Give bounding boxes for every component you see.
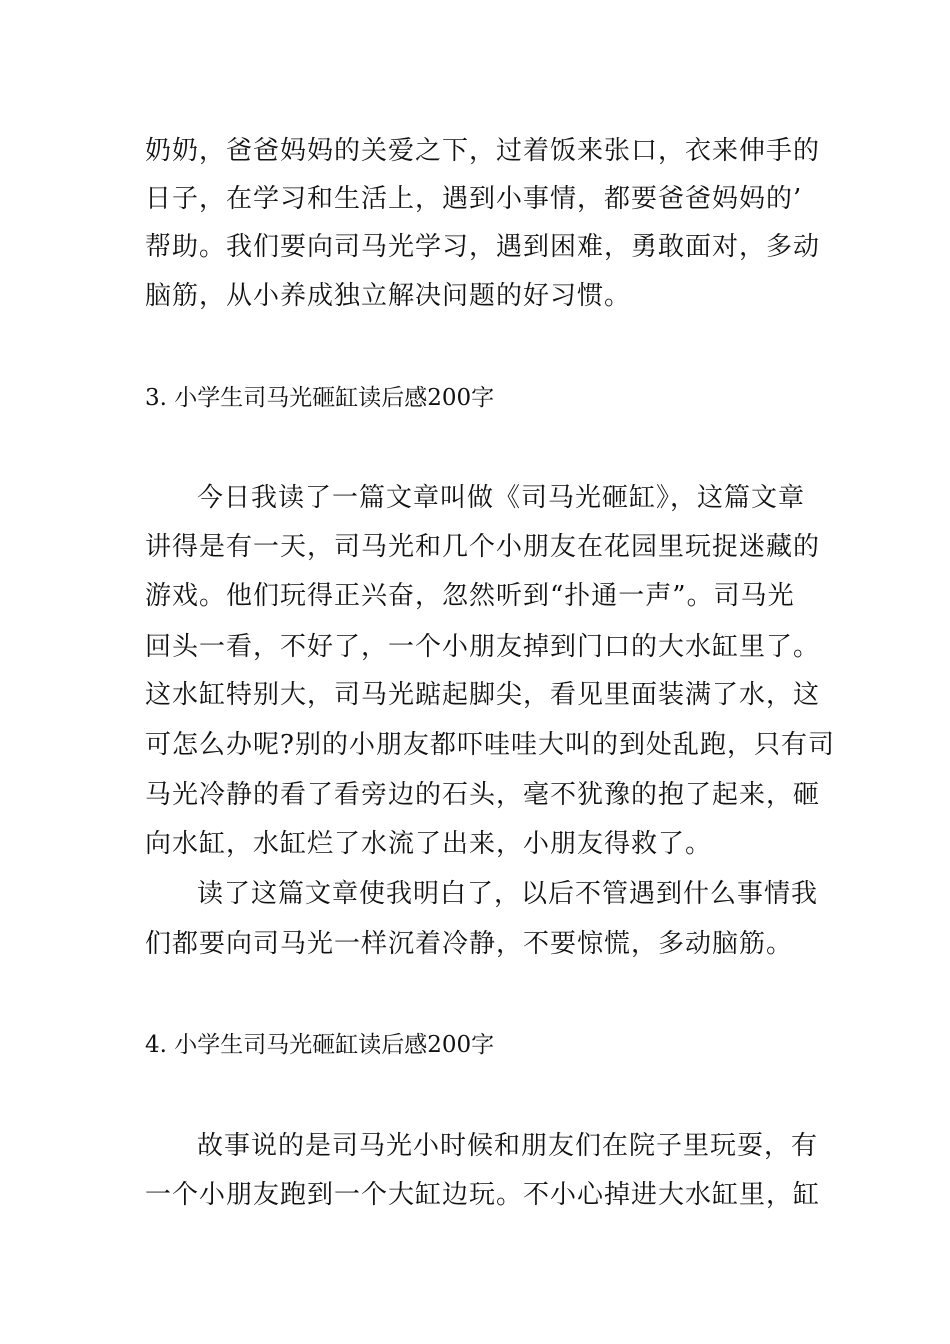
text-line: 游戏。他们玩得正兴奋，忽然听到“扑通一声”。司马光 [145, 581, 795, 611]
text-line: 马光冷静的看了看旁边的石头，毫不犹豫的抱了起来，砸 [145, 780, 821, 810]
text-line: 这水缸特别大，司马光踮起脚尖，看见里面装满了水，这 [145, 680, 821, 710]
text-line: 故事说的是司马光小时候和朋友们在院子里玩耍，有 [197, 1131, 819, 1161]
section-heading-4: 4. 小学生司马光砸缸读后感200字 [145, 1032, 495, 1058]
text-line: 向水缸，水缸烂了水流了出来，小朋友得救了。 [145, 829, 713, 859]
section-heading-3: 3. 小学生司马光砸缸读后感200字 [145, 385, 495, 411]
text-line: 奶奶，爸爸妈妈的关爱之下，过着饭来张口，衣来伸手的 [145, 136, 821, 166]
text-line: 脑筋，从小养成独立解决问题的好习惯。 [145, 281, 632, 311]
text-line: 可怎么办呢?别的小朋友都吓哇哇大叫的到处乱跑，只有司 [145, 730, 835, 760]
text-line: 今日我读了一篇文章叫做《司马光砸缸》，这篇文章 [197, 483, 806, 513]
text-line: 回头一看，不好了，一个小朋友掉到门口的大水缸里了。 [145, 632, 821, 662]
text-line: 帮助。我们要向司马光学习，遇到困难，勇敢面对，多动 [145, 232, 821, 262]
text-line: 一个小朋友跑到一个大缸边玩。不小心掉进大水缸里，缸 [145, 1180, 821, 1210]
text-line: 读了这篇文章使我明白了，以后不管遇到什么事情我 [197, 879, 819, 909]
text-line: 日子，在学习和生活上，遇到小事情，都要爸爸妈妈的’ [145, 184, 803, 214]
text-line: 们都要向司马光一样沉着冷静，不要惊慌，多动脑筋。 [145, 929, 794, 959]
text-line: 讲得是有一天，司马光和几个小朋友在花园里玩捉迷藏的 [145, 532, 821, 562]
